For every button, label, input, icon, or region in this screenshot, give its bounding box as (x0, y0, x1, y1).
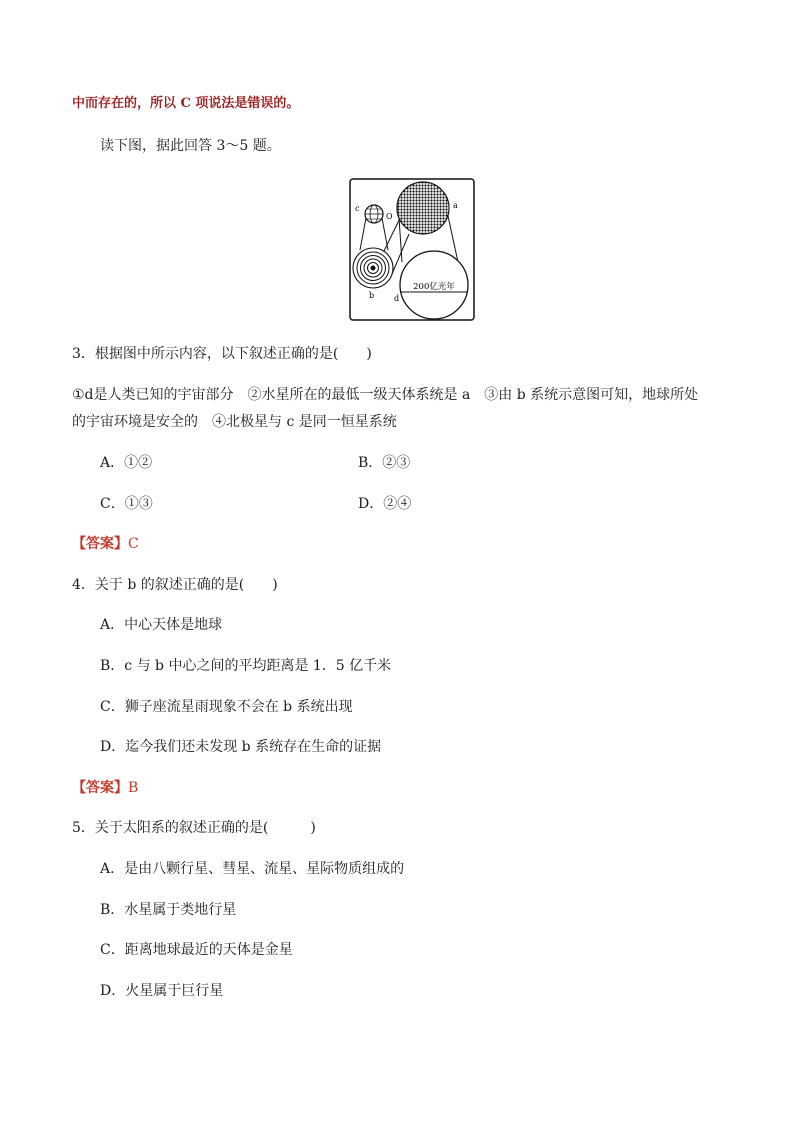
label-c: c (355, 204, 360, 213)
label-d: d (394, 294, 400, 303)
q4-answer-value: B (128, 780, 139, 796)
label-a: a (453, 201, 458, 210)
q4-answer-label: 【答案】 (72, 780, 128, 796)
q4-option-b: B．c 与 b 中心之间的平均距离是 1．5 亿千米 (100, 658, 392, 674)
q3-statements-line2: 的宇宙环境是安全的 ④北极星与 c 是同一恒星系统 (72, 414, 397, 430)
label-b: b (369, 291, 375, 300)
q5-option-c: C．距离地球最近的天体是金星 (100, 942, 293, 958)
q5-option-b: B．水星属于类地行星 (100, 902, 237, 918)
q5-option-a: A．是由八颗行星、彗星、流星、星际物质组成的 (100, 861, 405, 877)
intro-text: 读下图，据此回答 3～5 题。 (100, 138, 281, 154)
q5-option-d: D．火星属于巨行星 (100, 983, 224, 999)
q3-option-b: B．②③ (358, 455, 411, 471)
q4-option-d: D．迄今我们还未发现 b 系统存在生命的证据 (100, 739, 382, 755)
q3-stem: 3．根据图中所示内容，以下叙述正确的是( ) (72, 346, 372, 362)
q4-answer (72, 778, 138, 798)
q4-option-c: C．狮子座流星雨现象不会在 b 系统出现 (100, 699, 353, 715)
q3-option-a: A．①② (100, 455, 153, 471)
dotted-circle-a (397, 182, 449, 234)
q4-stem: 4．关于 b 的叙述正确的是( ) (72, 577, 278, 593)
q3-option-d: D．②④ (358, 496, 412, 512)
q4-option-a: A．中心天体是地球 (100, 617, 223, 633)
q3-statements-line1: ①d是人类已知的宇宙部分 ②水星所在的最低一级天体系统是 a ③由 b 系统示意图可知，地球所处 (72, 387, 699, 403)
q3-answer-value: C (128, 536, 139, 552)
scale-label: 200亿光年 (413, 282, 455, 292)
universe-hierarchy-figure (349, 178, 475, 321)
q3-answer (72, 534, 139, 554)
label-o: O (386, 212, 393, 221)
q3-answer-label: 【答案】 (72, 536, 128, 552)
q3-option-c: C．①③ (100, 496, 153, 512)
q5-stem: 5．关于太阳系的叙述正确的是( ) (72, 820, 316, 836)
sphere-c (365, 205, 383, 223)
carryover-text: 中而存在的，所以 C 项说法是错误的。 (72, 96, 300, 111)
